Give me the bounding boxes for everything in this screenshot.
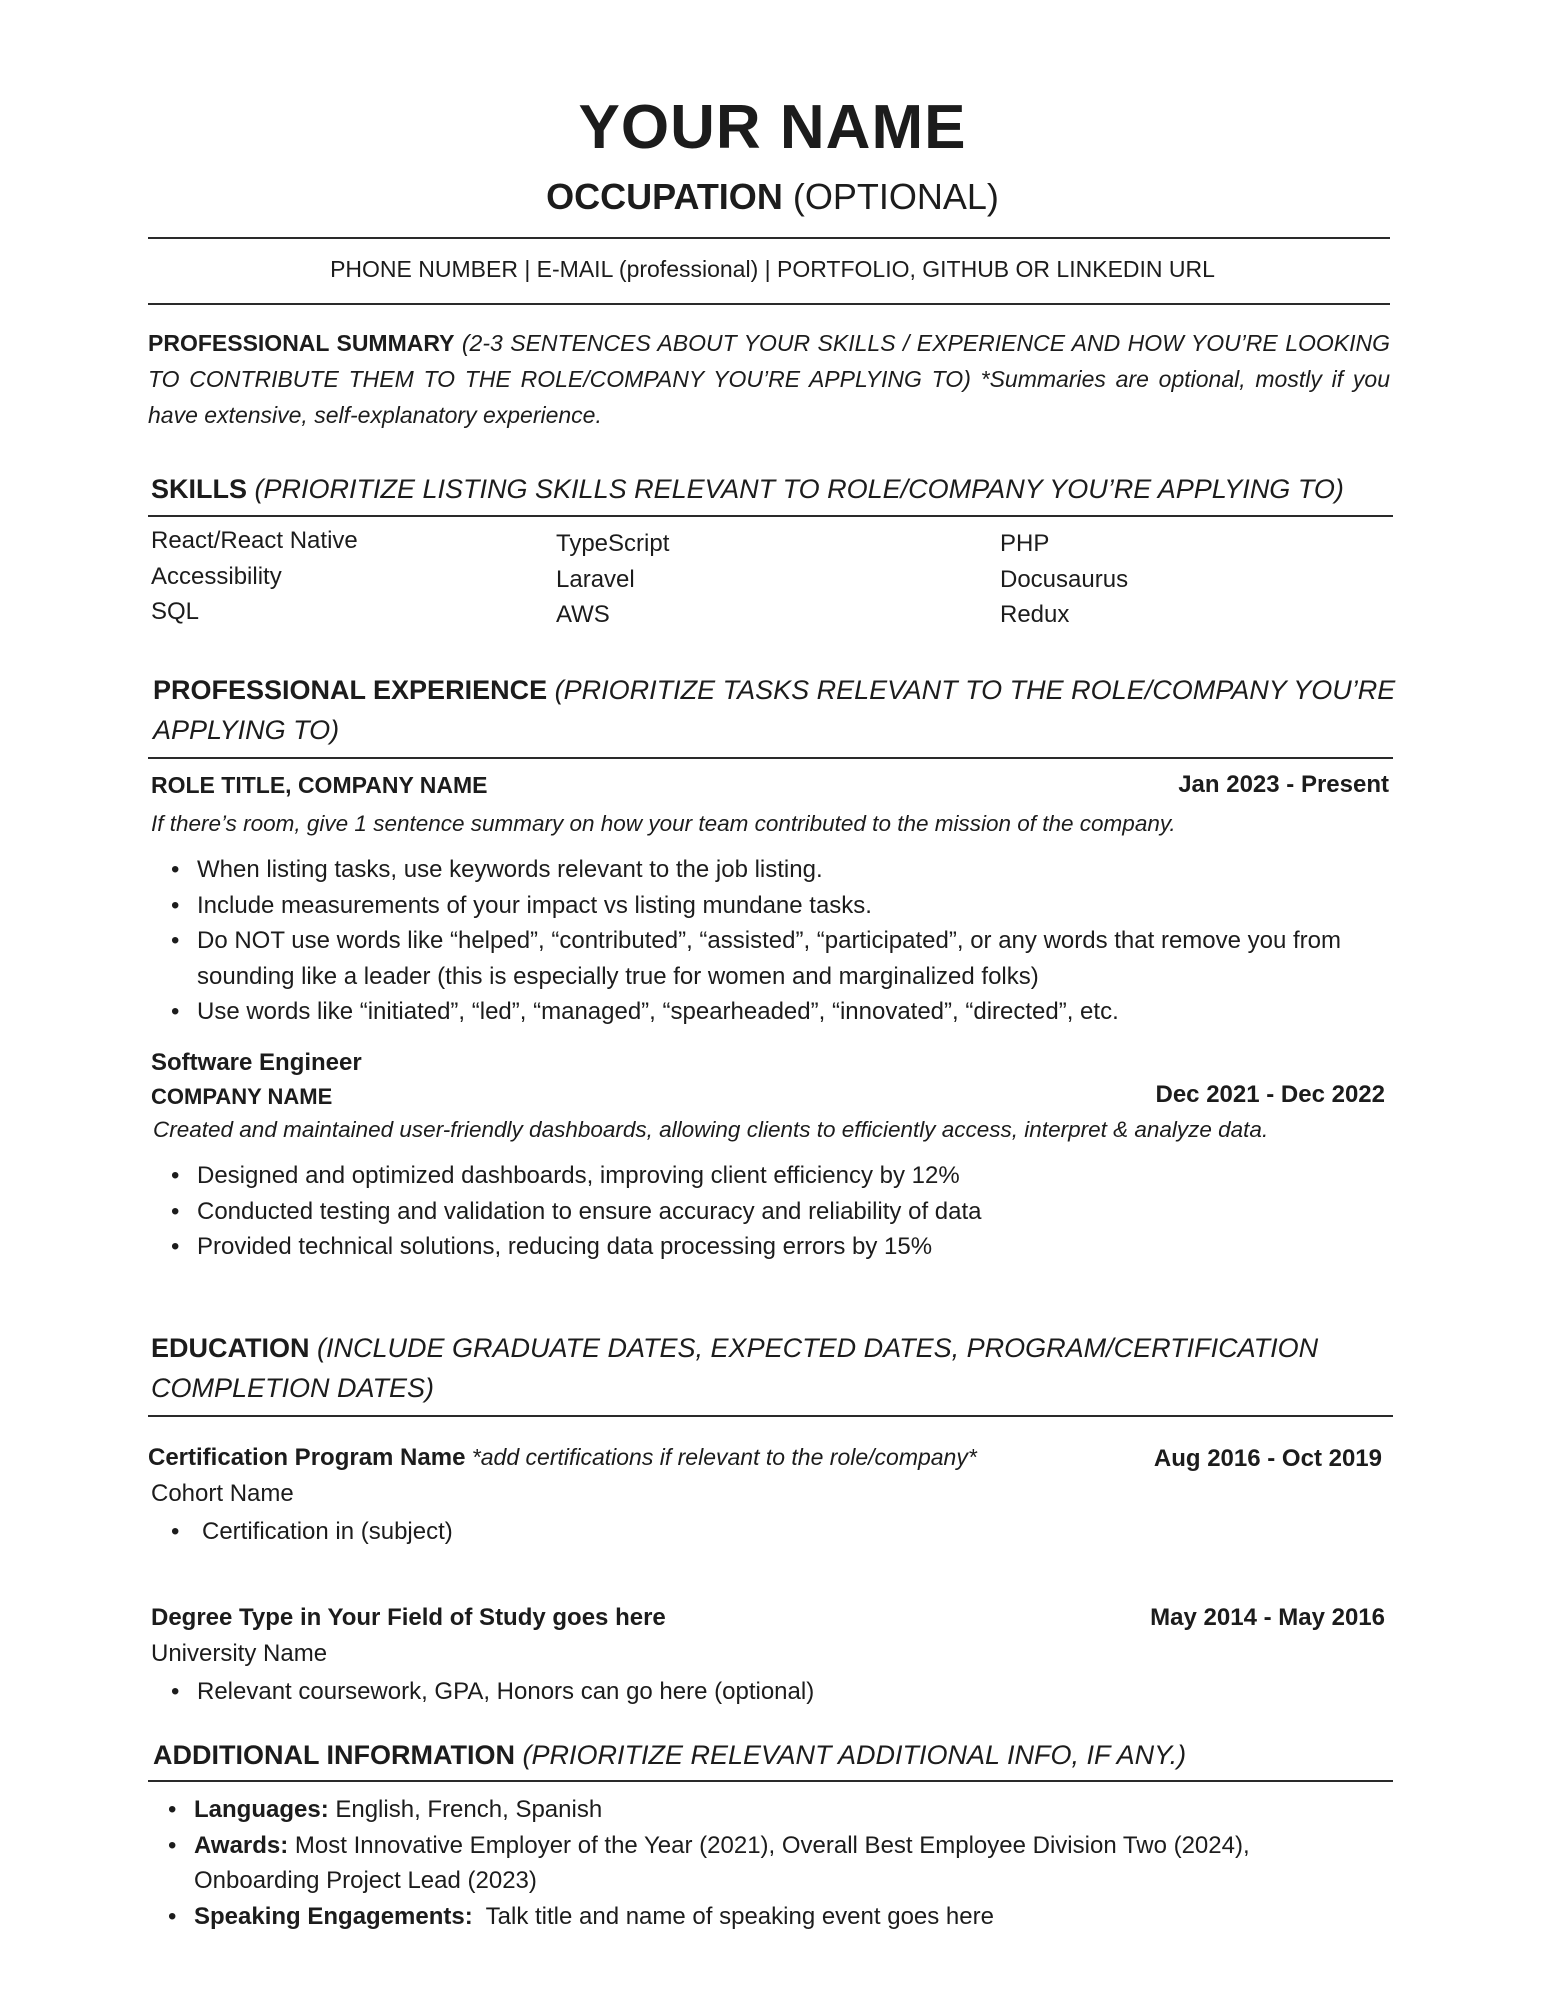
- languages-value: English, French, Spanish: [328, 1796, 603, 1823]
- job-role: Software Engineer: [151, 1049, 362, 1076]
- job-title: ROLE TITLE, COMPANY NAME: [151, 772, 488, 798]
- list-item: • Conducted testing and validation to ensure accuracy and reliability of data: [151, 1194, 1351, 1230]
- education-divider: [148, 1415, 1393, 1417]
- skills-divider: [148, 515, 1393, 517]
- list-item: [148, 1828, 1344, 1899]
- contact-line: PHONE NUMBER | E-MAIL (professional) | PORTFOLIO, GITHUB OR LINKEDIN URL: [330, 256, 1215, 282]
- certification-name: Certification Program Name: [148, 1444, 466, 1471]
- skill-item: PHP: [1000, 530, 1050, 557]
- awards-value: Most Innovative Employer of the Year (2021), Overall Best Employee Division Two (2024), Onboarding Project Lead (2023): [194, 1831, 1250, 1894]
- professional-summary: [148, 325, 1390, 433]
- experience-note-continued: APPLYING TO): [153, 715, 340, 745]
- additional-divider: [148, 1780, 1393, 1782]
- job-company: COMPANY NAME: [151, 1084, 333, 1109]
- experience-note: (PRIORITIZE TASKS RELEVANT TO THE ROLE/COMPANY YOU’RE: [547, 675, 1396, 705]
- skill-item: Accessibility: [151, 563, 282, 590]
- job-bullets: [151, 1158, 1351, 1265]
- experience-heading: [153, 675, 1395, 706]
- summary-label: PROFESSIONAL SUMMARY: [148, 330, 455, 356]
- header-divider-bottom: [148, 303, 1390, 305]
- awards-label: Awards:: [194, 1831, 289, 1859]
- education-subtitle: University Name: [151, 1640, 328, 1667]
- summary-text: (2-3 SENTENCES ABOUT YOUR SKILLS / EXPERIENCE AND HOW YOU’RE LOOKING TO CONTRIBUTE THEM TO THE ROLE/COMPANY YOU’RE APPLYING TO) *Summaries are optional, mostly if you have extensive, self-explanatory experience.: [148, 330, 1390, 428]
- experience-label: PROFESSIONAL EXPERIENCE: [153, 675, 548, 705]
- education-note-continued: COMPLETION DATES): [151, 1373, 435, 1403]
- list-item: [148, 1792, 1348, 1828]
- education-dates: May 2014 - May 2016: [1150, 1604, 1385, 1631]
- education-dates: Aug 2016 - Oct 2019: [1153, 1445, 1382, 1472]
- skill-item: TypeScript: [556, 530, 670, 557]
- speaking-label: Speaking Engagements:: [194, 1902, 473, 1930]
- skill-item: SQL: [151, 598, 200, 625]
- list-item: • Do NOT use words like “helped”, “contributed”, “assisted”, “participated”, or any words that remove you from sounding like a leader (this is especially true for women and marginalized folks): [151, 923, 1377, 994]
- job-summary: If there’s room, give 1 sentence summary on how your team contributed to the mission of the company.: [151, 811, 1176, 836]
- occupation-label: OCCUPATION: [546, 176, 783, 217]
- additional-label: ADDITIONAL INFORMATION: [153, 1740, 515, 1770]
- skill-item: Redux: [1000, 601, 1070, 628]
- certification-note: *add certifications if relevant to the role/company*: [465, 1444, 977, 1470]
- skill-item: Docusaurus: [1000, 566, 1129, 593]
- list-item: • Include measurements of your impact vs listing mundane tasks.: [151, 888, 1351, 924]
- additional-heading: [153, 1740, 1186, 1771]
- list-item: • When listing tasks, use keywords relevant to the job listing.: [151, 852, 1351, 888]
- education-subtitle: Cohort Name: [151, 1480, 294, 1507]
- skill-item: Laravel: [556, 566, 635, 593]
- header-divider-top: [148, 237, 1390, 239]
- skills-note: (PRIORITIZE LISTING SKILLS RELEVANT TO ROLE/COMPANY YOU’RE APPLYING TO): [247, 474, 1344, 504]
- experience-divider: [148, 757, 1393, 759]
- list-item: [148, 1899, 1348, 1935]
- occupation-note: (OPTIONAL): [792, 176, 999, 217]
- additional-note: (PRIORITIZE RELEVANT ADDITIONAL INFO, IF ANY.): [514, 1740, 1187, 1770]
- skills-heading: [151, 474, 1344, 505]
- skill-item: React/React Native: [151, 527, 358, 554]
- occupation-title: [0, 176, 1545, 218]
- languages-label: Languages:: [194, 1796, 329, 1823]
- education-entry-title: Degree Type in Your Field of Study goes here: [151, 1604, 666, 1631]
- education-entry-title: [148, 1444, 977, 1472]
- education-note: (INCLUDE GRADUATE DATES, EXPECTED DATES, PROGRAM/CERTIFICATION: [309, 1333, 1319, 1363]
- education-bullets: [151, 1674, 1351, 1710]
- job-summary: Created and maintained user-friendly dashboards, allowing clients to efficiently access, interpret & analyze data.: [153, 1117, 1269, 1142]
- speaking-value: Talk title and name of speaking event goes here: [472, 1902, 994, 1930]
- education-bullets: [151, 1514, 1351, 1550]
- skill-item: AWS: [556, 601, 610, 628]
- additional-bullets: [148, 1792, 1348, 1934]
- resume-name: YOUR NAME: [578, 93, 967, 162]
- job-bullets: [151, 852, 1351, 1030]
- education-label: EDUCATION: [151, 1333, 310, 1363]
- list-item: • Certification in (subject): [151, 1514, 1351, 1550]
- list-item: • Relevant coursework, GPA, Honors can go here (optional): [151, 1674, 1351, 1710]
- list-item: • Use words like “initiated”, “led”, “managed”, “spearheaded”, “innovated”, “directed”, etc.: [151, 994, 1351, 1030]
- job-dates: Dec 2021 - Dec 2022: [1155, 1081, 1385, 1108]
- list-item: • Provided technical solutions, reducing data processing errors by 15%: [151, 1229, 1351, 1265]
- education-heading: [151, 1333, 1318, 1364]
- list-item: • Designed and optimized dashboards, improving client efficiency by 12%: [151, 1158, 1351, 1194]
- job-dates: Jan 2023 - Present: [1178, 771, 1389, 798]
- skills-label: SKILLS: [151, 474, 248, 504]
